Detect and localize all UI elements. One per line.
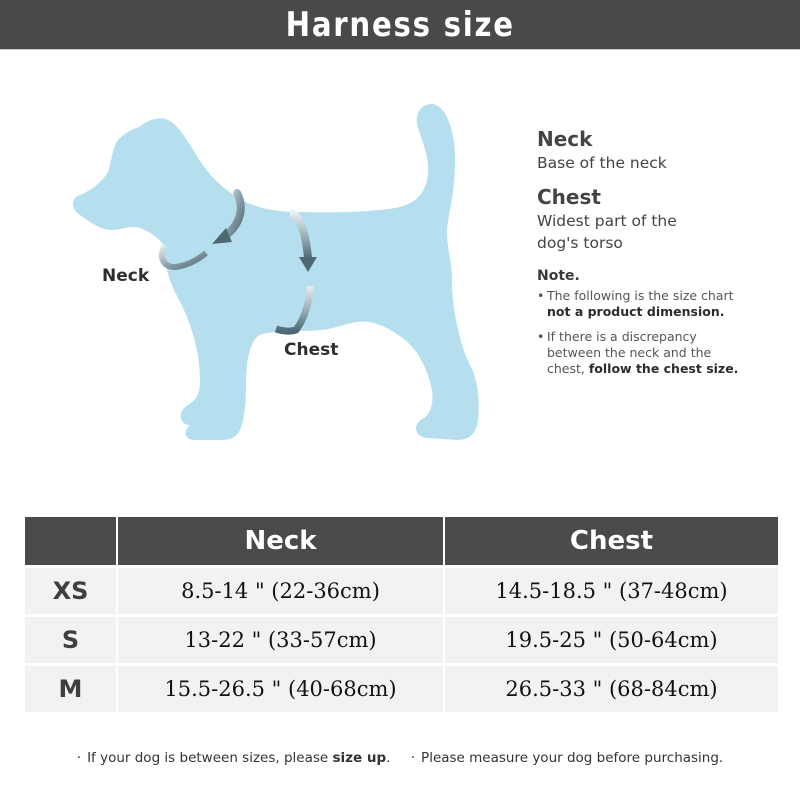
neck-diagram-label: Neck	[102, 266, 150, 286]
chest-cell: 26.5-33 " (68-84cm)	[445, 663, 778, 712]
chest-info-title: Chest	[537, 185, 601, 209]
measurement-info	[537, 126, 787, 386]
header-chest: Chest	[445, 517, 778, 565]
table-header-row	[25, 517, 778, 565]
table-row	[25, 663, 778, 712]
dog-illustration	[0, 60, 520, 480]
table-row	[25, 614, 778, 663]
chest-cell: 14.5-18.5 " (37-48cm)	[445, 565, 778, 614]
chest-info	[537, 184, 787, 254]
footer-note-size-up: · If your dog is between sizes, please size up.	[76, 750, 391, 766]
chest-info-description-line2: dog's torso	[537, 234, 623, 252]
footer-notes	[0, 750, 800, 766]
note-item: • The following is the size chart not a product dimension.	[537, 288, 747, 320]
note-item: • If there is a discrepancy between the neck and the chest, follow the chest size.	[537, 329, 747, 377]
chest-info-description-line1: Widest part of the	[537, 212, 677, 230]
size-cell: M	[25, 663, 118, 712]
size-chart-table	[25, 517, 778, 712]
neck-cell: 13-22 " (33-57cm)	[118, 614, 445, 663]
neck-cell: 15.5-26.5 " (40-68cm)	[118, 663, 445, 712]
header-size	[25, 517, 118, 565]
chest-diagram-label: Chest	[284, 340, 339, 360]
neck-info-title: Neck	[537, 127, 593, 151]
neck-info	[537, 126, 787, 174]
size-cell: XS	[25, 565, 118, 614]
title-bar	[0, 0, 800, 50]
header-neck: Neck	[118, 517, 445, 565]
note-title: Note.	[537, 268, 580, 284]
page-title: Harness size	[285, 4, 515, 45]
bullet-icon: ·	[76, 750, 82, 766]
bullet-icon: ·	[410, 750, 416, 766]
neck-info-description: Base of the neck	[537, 154, 667, 172]
footer-note-measure: · Please measure your dog before purchasing.	[410, 750, 724, 766]
chest-cell: 19.5-25 " (50-64cm)	[445, 614, 778, 663]
size-cell: S	[25, 614, 118, 663]
neck-cell: 8.5-14 " (22-36cm)	[118, 565, 445, 614]
table-row	[25, 565, 778, 614]
